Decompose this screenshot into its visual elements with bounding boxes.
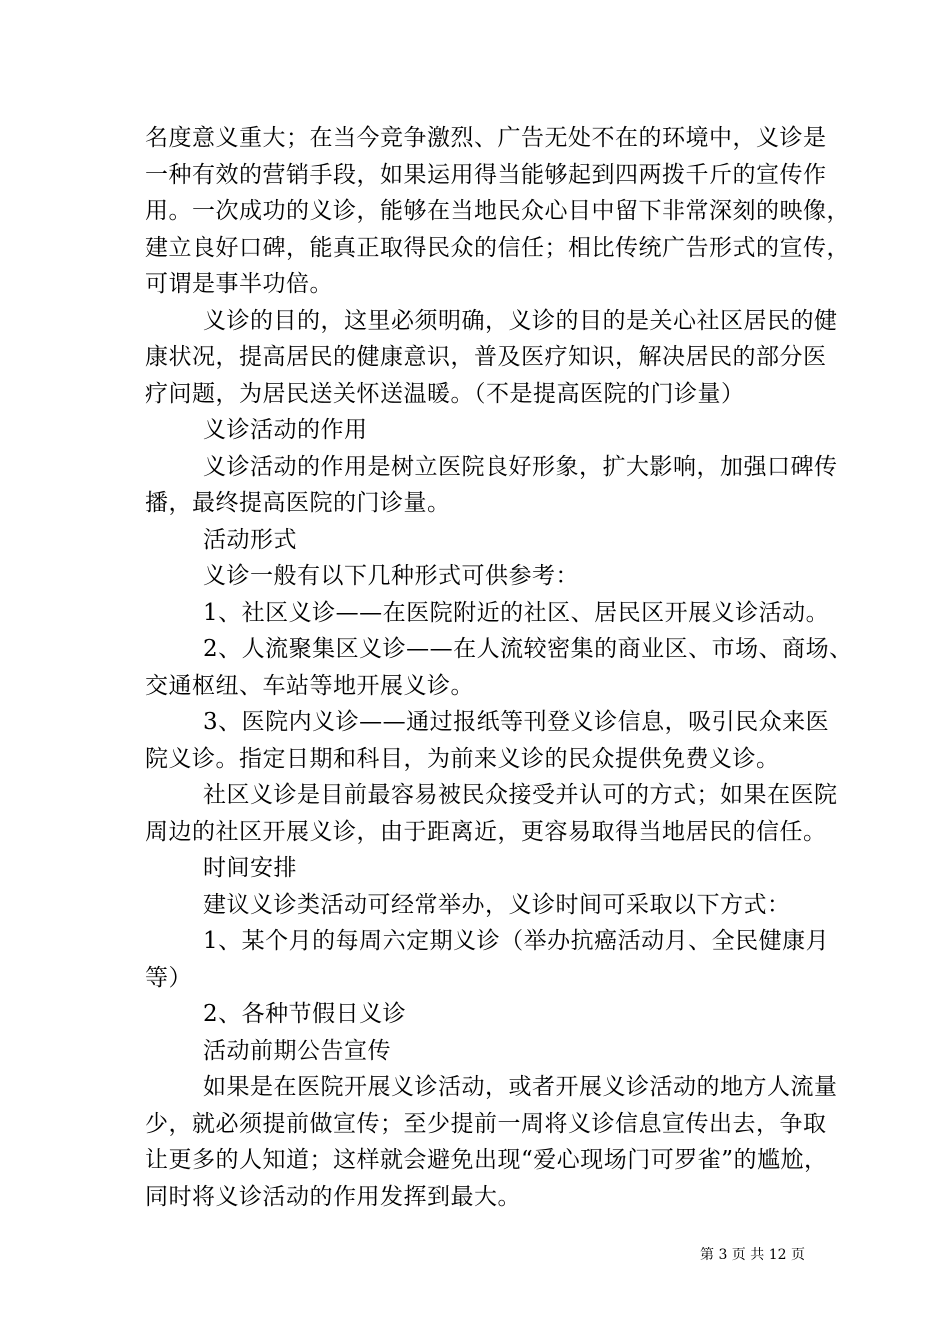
text-line: 社区义诊是目前最容易被民众接受并认可的方式；如果在医院 [203,782,838,808]
text-line: 活动形式 [203,526,297,553]
text-line: 2、各种节假日义诊 [203,1001,407,1027]
text-line: 3、医院内义诊——通过报纸等刊登义诊信息，吸引民众来医 [203,709,830,735]
text-line: 如果是在医院开展义诊活动，或者开展义诊活动的地方人流量 [203,1074,838,1100]
text-line: 义诊的目的，这里必须明确，义诊的目的是关心社区居民的健 [203,307,838,334]
text-line: 同时将义诊活动的作用发挥到最大。 [145,1183,521,1210]
text-line: 义诊活动的作用是树立医院良好形象，扩大影响，加强口碑传 [203,453,838,480]
text-line: 建议义诊类活动可经常举办，义诊时间可采取以下方式： [203,891,791,918]
text-line: 交通枢纽、车站等地开展义诊。 [145,672,474,699]
text-line: 院义诊。指定日期和科目，为前来义诊的民众提供免费义诊。 [145,745,780,772]
text-line: 建立良好口碑，能真正取得民众的信任；相比传统广告形式的宣传， [145,234,850,261]
text-line: 少，就必须提前做宣传；至少提前一周将义诊信息宣传出去，争取 [145,1110,827,1137]
document-body [145,120,853,1215]
text-line: 2、人流聚集区义诊——在人流较密集的商业区、市场、商场、 [203,636,853,662]
text-line: 可谓是事半功倍。 [145,271,333,297]
text-line: 义诊一般有以下几种形式可供参考： [203,563,579,589]
text-line: 播，最终提高医院的门诊量。 [145,490,451,516]
text-line: 一种有效的营销手段，如果运用得当能够起到四两拨千斤的宣传作 [145,161,827,188]
text-line: 活动前期公告宣传 [203,1037,391,1064]
text-line: 名度意义重大；在当今竞争激烈、广告无处不在的环境中，义诊是 [145,125,827,151]
text-line: 康状况，提高居民的健康意识，普及医疗知识，解决居民的部分医 [145,344,827,370]
text-line: 周边的社区开展义诊，由于距离近，更容易取得当地居民的信任。 [145,818,827,845]
text-line: 疗问题，为居民送关怀送温暖。（不是提高医院的门诊量） [145,380,745,407]
text-line: 时间安排 [203,855,297,881]
page-number-footer: 第 3 页 共 12 页 [700,1247,805,1263]
text-line: 让更多的人知道；这样就会避免出现“爱心现场门可罗雀”的尴尬， [145,1147,828,1173]
text-line: 1、社区义诊——在医院附近的社区、居民区开展义诊活动。 [203,599,830,626]
text-line: 1、某个月的每周六定期义诊（举办抗癌活动月、全民健康月 [203,928,830,954]
text-line: 义诊活动的作用 [203,417,368,443]
text-line: 等） [145,964,192,991]
text-line: 用。一次成功的义诊，能够在当地民众心目中留下非常深刻的映像， [145,198,850,224]
